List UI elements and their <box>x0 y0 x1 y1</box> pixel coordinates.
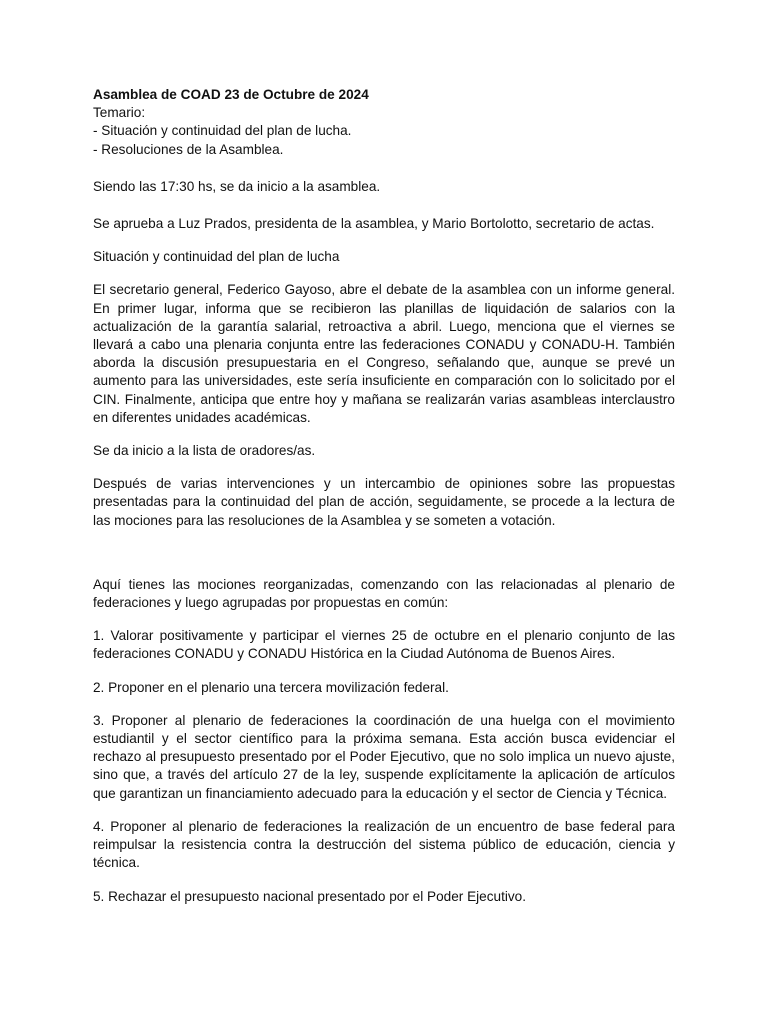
agenda-item: - Situación y continuidad del plan de lucha. <box>93 123 352 139</box>
approval-paragraph: Se aprueba a Luz Prados, presidenta de la asamblea, y Mario Bortolotto, secretario de actas. <box>93 216 655 232</box>
motion-item: 4. Proponer al plenario de federaciones la realización de un encuentro de base federal para reimpulsar la resistencia contra la destrucción del sistema público de educación, ciencia y técnica. <box>93 818 675 871</box>
motion-item: 1. Valorar positivamente y participar el viernes 25 de octubre en el plenario conjunto de las federaciones CONADU y CONADU Histórica en la Ciudad Autónoma de Buenos Aires. <box>93 628 675 662</box>
speakers-paragraph: Se da inicio a la lista de oradores/as. <box>93 443 316 459</box>
motion-item: 5. Rechazar el presupuesto nacional presentado por el Poder Ejecutivo. <box>93 888 527 904</box>
after-debate-paragraph: Después de varias intervenciones y un intercambio de opiniones sobre las propuestas presentadas para la continuidad del plan de acción, seguidamente, se procede a la lectura de las mociones para las resoluciones de la Asamblea y se someten a votación. <box>93 476 675 528</box>
motion-item: 2. Proponer en el plenario una tercera movilización federal. <box>93 679 449 695</box>
agenda-label: Temario: <box>93 105 146 121</box>
opening-paragraph: Siendo las 17:30 hs, se da inicio a la asamblea. <box>93 178 381 194</box>
document-page <box>93 86 675 906</box>
section-heading: Situación y continuidad del plan de lucha <box>93 249 340 265</box>
agenda-item: - Resoluciones de la Asamblea. <box>93 141 284 157</box>
motions-intro-paragraph: Aquí tienes las mociones reorganizadas, comenzando con las relacionadas al plenario de federaciones y luego agrupadas por propuestas en común: <box>93 576 675 611</box>
motion-item: 3. Proponer al plenario de federaciones la coordinación de una huelga con el movimiento estudiantil y el sector científico para la próxima semana. Esta acción busca evidenciar el rechazo al presupuesto presentado por el Poder Ejecutivo, que no solo implica un nuevo ajuste, sino que, a través del artículo 27 de la ley, suspende explícitamente la aplicación de artículos que garantizan un financiamiento adecuado para la educación y el sector de Ciencia y Técnica. <box>93 712 675 801</box>
report-paragraph: El secretario general, Federico Gayoso, abre el debate de la asamblea con un informe general. En primer lugar, informa que se recibieron las planillas de liquidación de salarios con la actualización de la garantía salarial, retroactiva a abril. Luego, menciona que el viernes se llevará a cabo una plenaria conjunta entre las federaciones CONADU y CONADU-H. También aborda la discusión presupuestaria en el Congreso, señalando que, aunque se prevé un aumento para las universidades, este sería insuficiente en comparación con lo solicitado por el CIN. Finalmente, anticipa que entre hoy y mañana se realizarán varias asambleas interclaustro en diferentes unidades académicas. <box>93 282 675 425</box>
document-title: Asamblea de COAD 23 de Octubre de 2024 <box>93 87 369 102</box>
